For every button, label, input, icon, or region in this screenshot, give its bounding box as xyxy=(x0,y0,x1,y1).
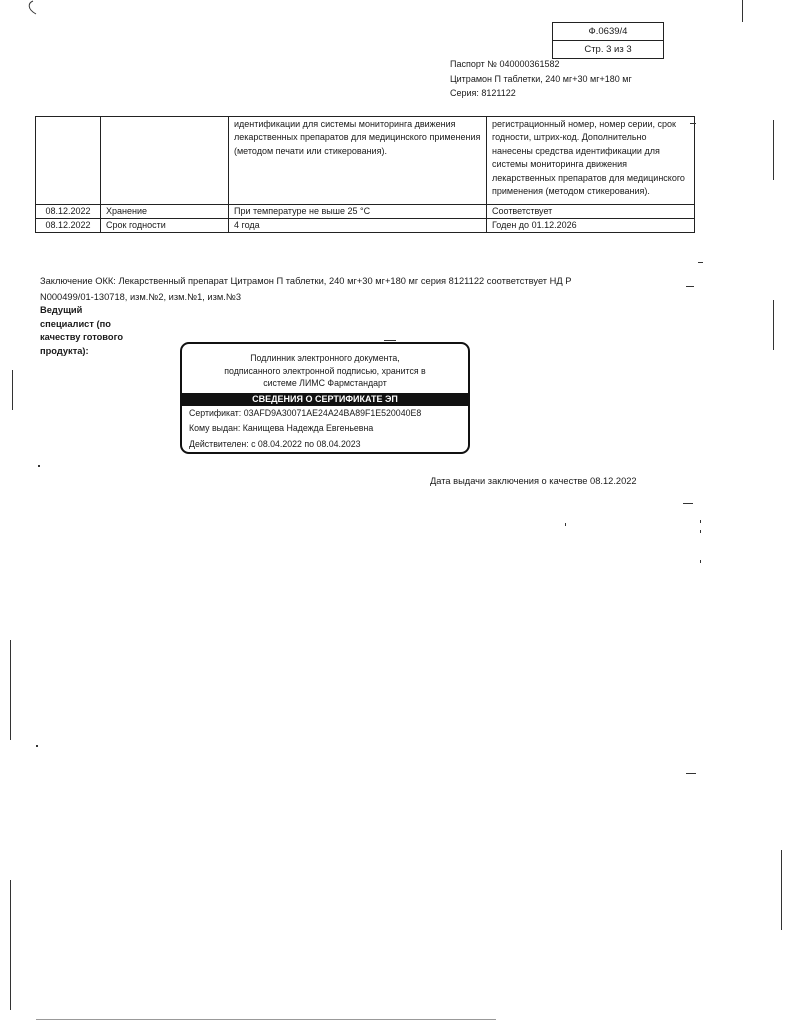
scan-mark xyxy=(781,850,782,930)
series-number: Серия: 8121122 xyxy=(450,88,516,98)
scan-mark xyxy=(773,300,774,350)
scan-mark xyxy=(10,880,11,1010)
scan-mark xyxy=(683,503,693,504)
stamp-header: СВЕДЕНИЯ О СЕРТИФИКАТЕ ЭП xyxy=(182,393,468,406)
qc-conclusion: Заключение ОКК: Лекарственный препарат Цитрамон П таблетки, 240 мг+30 мг+180 мг серия 8121122 соответствует НД Р N000499/01-130718, изм.№2, изм.№1, изм.№3 xyxy=(40,276,572,302)
scan-artifact-icon xyxy=(24,0,38,16)
date-cell: 08.12.2022 xyxy=(36,219,101,233)
scan-mark xyxy=(686,286,694,287)
indicator-cell xyxy=(101,117,229,205)
scan-mark xyxy=(700,560,701,563)
scan-mark xyxy=(773,120,774,180)
scan-mark xyxy=(742,0,743,22)
scan-mark xyxy=(12,370,13,410)
scan-mark xyxy=(565,523,566,526)
certificate-validity: Действителен: с 08.04.2022 по 08.04.2023 xyxy=(189,438,361,449)
passport-header xyxy=(450,57,632,101)
certificate-owner: Кому выдан: Канищева Надежда Евгеньевна xyxy=(189,423,374,434)
scan-mark xyxy=(36,1019,496,1020)
requirement-cell: 4 года xyxy=(229,219,487,233)
e-signature-stamp xyxy=(180,342,470,454)
page-number: Стр. 3 из 3 xyxy=(553,40,663,58)
requirement-cell: идентификации для системы мониторинга движения лекарственных препаратов для медицинского применения (методом печати или стикерования). xyxy=(229,117,487,205)
scan-mark xyxy=(698,262,703,263)
certificate-id: Сертификат: 03AFD9A30071AE24A24BA89F1E520040E8 xyxy=(189,407,422,418)
product-name: Цитрамон П таблетки, 240 мг+30 мг+180 мг xyxy=(450,73,632,84)
form-code-box xyxy=(552,22,664,59)
requirement-cell: При температуре не выше 25 °С xyxy=(229,205,487,219)
date-cell xyxy=(36,117,101,205)
scan-mark xyxy=(690,123,696,124)
stamp-line-3: системе ЛИМС Фармстандарт xyxy=(263,378,387,389)
scan-mark xyxy=(686,773,696,774)
scan-mark xyxy=(10,640,11,740)
result-cell: Годен до 01.12.2026 xyxy=(487,219,695,233)
table-row xyxy=(36,117,695,205)
form-code: Ф.0639/4 xyxy=(588,26,628,37)
stamp-line-1: Подлинник электронного документа, xyxy=(250,353,400,363)
scan-mark xyxy=(700,520,701,523)
scan-mark xyxy=(700,530,701,533)
indicator-cell: Хранение xyxy=(101,205,229,219)
table-row xyxy=(36,219,695,233)
scan-mark xyxy=(384,340,396,341)
stamp-line-2: подписанного электронной подписью, хранится в xyxy=(224,365,426,376)
date-cell: 08.12.2022 xyxy=(36,205,101,219)
scan-mark xyxy=(38,465,40,467)
results-table xyxy=(35,116,695,233)
table-row xyxy=(36,205,695,219)
passport-number: Паспорт № 040000361582 xyxy=(450,59,560,69)
issue-date: Дата выдачи заключения о качестве 08.12.2022 xyxy=(430,476,637,486)
result-cell: Соответствует xyxy=(487,205,695,219)
specialist-label: Ведущий специалист (по качеству готового продукта): xyxy=(40,305,124,356)
indicator-cell: Срок годности xyxy=(101,219,229,233)
result-cell: регистрационный номер, номер серии, срок годности, штрих-код. Дополнительно нанесены средства идентификации для системы мониторинга движения лекарственных препаратов для медицинского применения (методом стикерования). xyxy=(487,117,695,205)
scan-mark xyxy=(36,745,38,747)
